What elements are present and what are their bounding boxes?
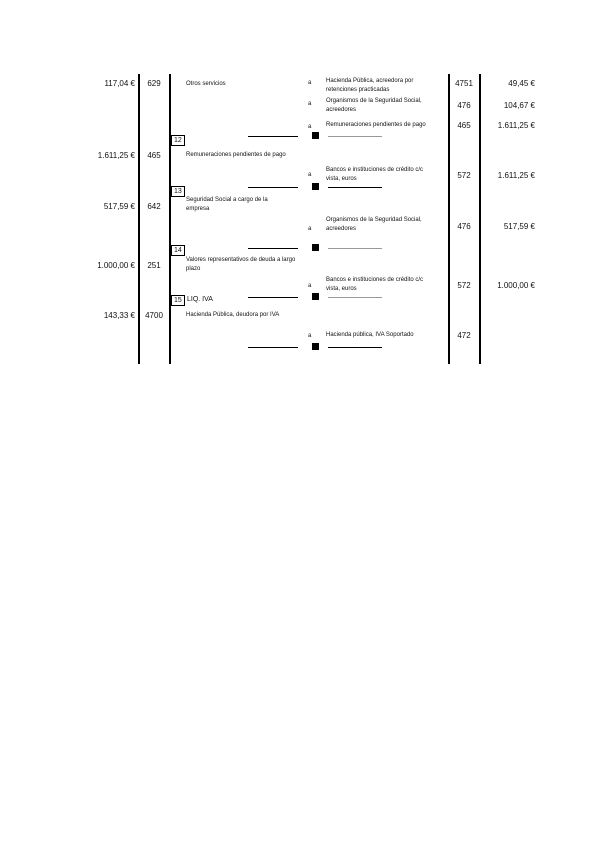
credit-marker: a [308, 172, 312, 178]
credit-account-name: Bancos e instituciones de crédito c/c vista, euros [326, 277, 424, 292]
credit-account: 4751 [455, 79, 473, 88]
credit-amount: 1.611,25 € [497, 121, 535, 130]
entry-separator-line [248, 347, 298, 348]
credit-account: 472 [457, 331, 471, 340]
column-rule-credit-account [448, 74, 450, 364]
credit-marker: a [308, 124, 312, 130]
credit-account-name: Hacienda Pública, acreedora por retenciones practicadas [326, 78, 414, 93]
debit-account-name: Valores representativos de deuda a largo plazo [186, 257, 296, 272]
column-rule-credit-amount [479, 74, 481, 364]
credit-amount: 49,45 € [508, 79, 535, 88]
debit-account-name: Otros servicios [186, 81, 226, 87]
debit-account: 642 [147, 202, 161, 211]
separator-square-icon [312, 343, 319, 350]
debit-account: 629 [147, 79, 161, 88]
separator-square-icon [312, 244, 319, 251]
debit-amount: 517,59 € [103, 202, 135, 211]
separator-square-icon [312, 132, 319, 139]
separator-square-icon [312, 293, 319, 300]
entry-number-badge: 15 [171, 295, 185, 306]
entry-label: LIQ. IVA [187, 296, 213, 303]
credit-marker: a [308, 101, 312, 107]
entry-separator-line [248, 297, 298, 298]
column-rule-debit-amount [138, 74, 140, 364]
debit-amount: 1.611,25 € [97, 151, 135, 160]
credit-account-name: Remuneraciones pendientes de pago [326, 122, 426, 128]
credit-marker: a [308, 226, 312, 232]
entry-separator-line [328, 297, 382, 298]
credit-account-name: Organismos de la Seguridad Social, acreedores [326, 98, 422, 113]
credit-account: 476 [457, 222, 471, 231]
entry-separator-line [248, 136, 298, 137]
entry-number-badge: 13 [171, 186, 185, 197]
credit-amount: 104,67 € [503, 101, 535, 110]
debit-amount: 117,04 € [104, 79, 135, 88]
credit-account: 476 [457, 101, 471, 110]
credit-account: 572 [457, 171, 471, 180]
entry-separator-line [328, 248, 382, 249]
entry-separator-line [248, 248, 298, 249]
column-rule-debit-account [169, 74, 171, 364]
separator-square-icon [312, 183, 319, 190]
credit-amount: 517,59 € [503, 222, 535, 231]
debit-account: 465 [147, 151, 161, 160]
debit-amount: 1.000,00 € [97, 261, 135, 270]
entry-separator-line [328, 347, 382, 348]
debit-account-name: Hacienda Pública, deudora por IVA [186, 312, 280, 318]
debit-account: 251 [147, 261, 161, 270]
credit-amount: 1.611,25 € [497, 171, 535, 180]
credit-account: 465 [457, 121, 471, 130]
entry-separator-line [328, 187, 382, 188]
credit-amount: 1.000,00 € [497, 281, 535, 290]
credit-account-name: Organismos de la Seguridad Social, acreedores [326, 217, 422, 232]
credit-marker: a [308, 80, 312, 86]
credit-account-name: Hacienda pública, IVA Soportado [326, 332, 414, 338]
credit-account-name: Bancos e instituciones de crédito c/c vista, euros [326, 167, 424, 182]
credit-marker: a [308, 283, 312, 289]
entry-separator-line [328, 136, 382, 137]
entry-number-badge: 12 [171, 135, 185, 146]
entry-separator-line [248, 187, 298, 188]
entry-number-badge: 14 [171, 245, 185, 256]
debit-account: 4700 [145, 311, 163, 320]
debit-account-name: Seguridad Social a cargo de la empresa [186, 197, 268, 212]
debit-amount: 143,33 € [103, 311, 135, 320]
credit-marker: a [308, 333, 312, 339]
credit-account: 572 [457, 281, 471, 290]
debit-account-name: Remuneraciones pendientes de pago [186, 152, 286, 158]
